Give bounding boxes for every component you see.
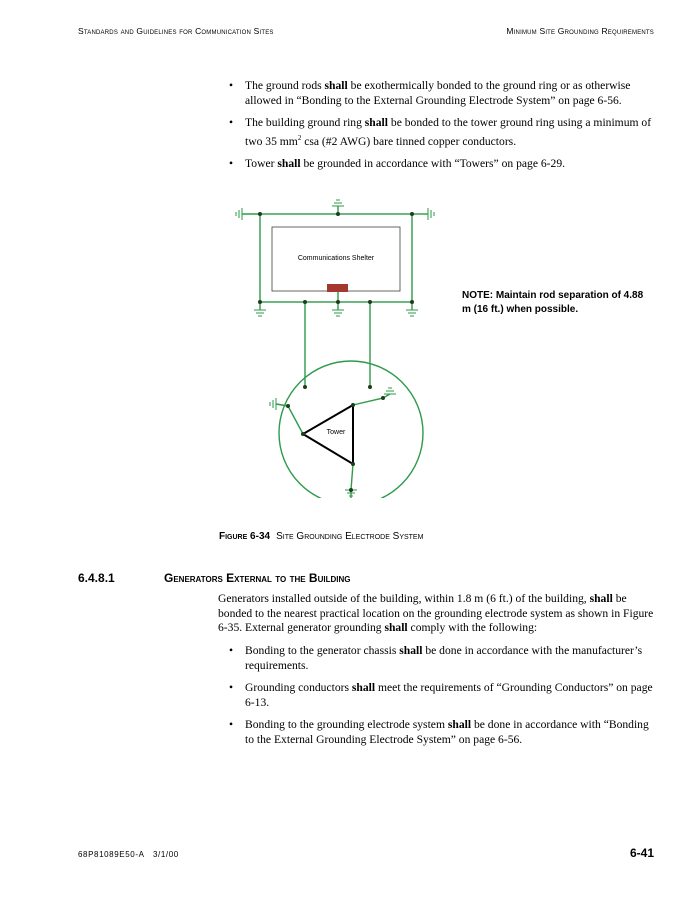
item-text: Grounding conductors [245, 681, 352, 694]
ground-rod-icon [270, 398, 276, 410]
item-superscript: 2 [297, 133, 302, 142]
paragraph-emphasis: shall [589, 592, 613, 605]
item-emphasis: shall [399, 644, 423, 657]
paragraph-text: be bonded to the nearest practical location on the grounding electrode system as shown in Figure 6-35. External generator grounding [218, 592, 654, 634]
bullet-marker: • [229, 681, 234, 694]
item-text: Bonding to the generator chassis [245, 644, 400, 657]
ground-entry-plate [327, 284, 348, 292]
running-header-right: Minimum Site Grounding Requirements [506, 26, 654, 36]
bond-point [381, 396, 385, 400]
tower-leg-point [351, 462, 355, 466]
figure-number: Figure 6-34 [219, 531, 271, 542]
tower-leg-bond [353, 398, 383, 405]
bond-point [258, 300, 262, 304]
bond-point [368, 300, 372, 304]
list-item [229, 116, 659, 149]
ground-rod-icon [332, 200, 344, 206]
document-id [78, 850, 179, 859]
bond-point [303, 385, 307, 389]
paragraph-emphasis: shall [384, 621, 408, 634]
section-title: Generators External to the Building [164, 571, 351, 585]
figure-title: Site Grounding Electrode System [276, 531, 424, 542]
bond-point [286, 404, 290, 408]
bond-point [368, 385, 372, 389]
generator-grounding-list [229, 644, 659, 755]
bond-point [349, 488, 353, 492]
grounding-rules-list [229, 79, 659, 179]
item-text: The building ground ring [245, 116, 365, 129]
tower-label: Tower [326, 429, 346, 436]
item-text: be grounded in accordance with “Towers” on page 6-29. [300, 156, 566, 170]
bond-point [336, 300, 340, 304]
bullet-marker: • [229, 116, 234, 129]
item-text: be exothermically bonded to the ground ring or as otherwise allowed in “Bonding to the External Grounding Electrode System” on page 6-56. [245, 79, 631, 107]
paragraph-text: comply with the following: [407, 621, 538, 634]
ground-rod-icon [406, 310, 418, 316]
item-text: meet the requirements of “Grounding Conductors” on page 6-13. [245, 681, 653, 709]
bullet-marker: • [229, 79, 234, 92]
tower-leg-point [301, 432, 305, 436]
bullet-marker: • [229, 644, 234, 657]
grounding-electrode-diagram [230, 198, 440, 498]
ground-rod-icon [236, 208, 242, 220]
paragraph-text: Generators installed outside of the building, within 1.8 m (6 ft.) of the building, [218, 592, 590, 605]
shelter-label: Communications Shelter [297, 255, 375, 262]
list-item [229, 644, 659, 673]
item-text: be done in accordance with “Bonding to the External Grounding Electrode System” on page 6-56. [245, 718, 649, 746]
item-text: csa (#2 AWG) bare tinned copper conductors. [301, 134, 517, 148]
section-intro-paragraph [218, 592, 658, 636]
tower-leg-bond [351, 464, 353, 490]
item-text: be done in accordance with the manufacturer’s requirements. [245, 644, 643, 672]
tower-leg-point [351, 403, 355, 407]
ground-rod-icon [428, 208, 434, 220]
list-item [229, 718, 659, 747]
running-header-left: Standards and Guidelines for Communication Sites [78, 26, 274, 36]
item-text: be bonded to the tower ground ring using a minimum of two 35 mm [245, 116, 652, 148]
item-emphasis: shall [277, 156, 301, 170]
bond-point [303, 300, 307, 304]
ground-rod-icon [254, 310, 266, 316]
item-emphasis: shall [364, 116, 388, 129]
bond-point [336, 212, 340, 216]
doc-number: 68P81089E50-A [78, 850, 145, 859]
ground-rod-icon [332, 310, 344, 316]
diagram-note: NOTE: Maintain rod separation of 4.88 m (16 ft.) when possible. [462, 290, 644, 315]
item-text: Tower [245, 156, 278, 170]
doc-date: 3/1/00 [152, 850, 179, 859]
page-number: 6-41 [629, 846, 654, 860]
item-text: Bonding to the grounding electrode system [245, 718, 448, 731]
bond-point [410, 300, 414, 304]
list-item [229, 681, 659, 710]
bond-point [258, 212, 262, 216]
bond-point [410, 212, 414, 216]
tower-leg-bond [288, 406, 303, 434]
bullet-marker: • [229, 718, 234, 731]
section-number: 6.4.8.1 [78, 571, 115, 585]
item-emphasis: shall [447, 718, 472, 731]
list-item [229, 79, 659, 108]
list-item [229, 157, 659, 172]
item-text: The ground rods [245, 79, 325, 92]
item-emphasis: shall [351, 681, 376, 694]
bullet-marker: • [229, 156, 234, 170]
ground-rod-icon [384, 388, 396, 394]
item-emphasis: shall [324, 79, 348, 92]
figure-caption [219, 531, 423, 542]
